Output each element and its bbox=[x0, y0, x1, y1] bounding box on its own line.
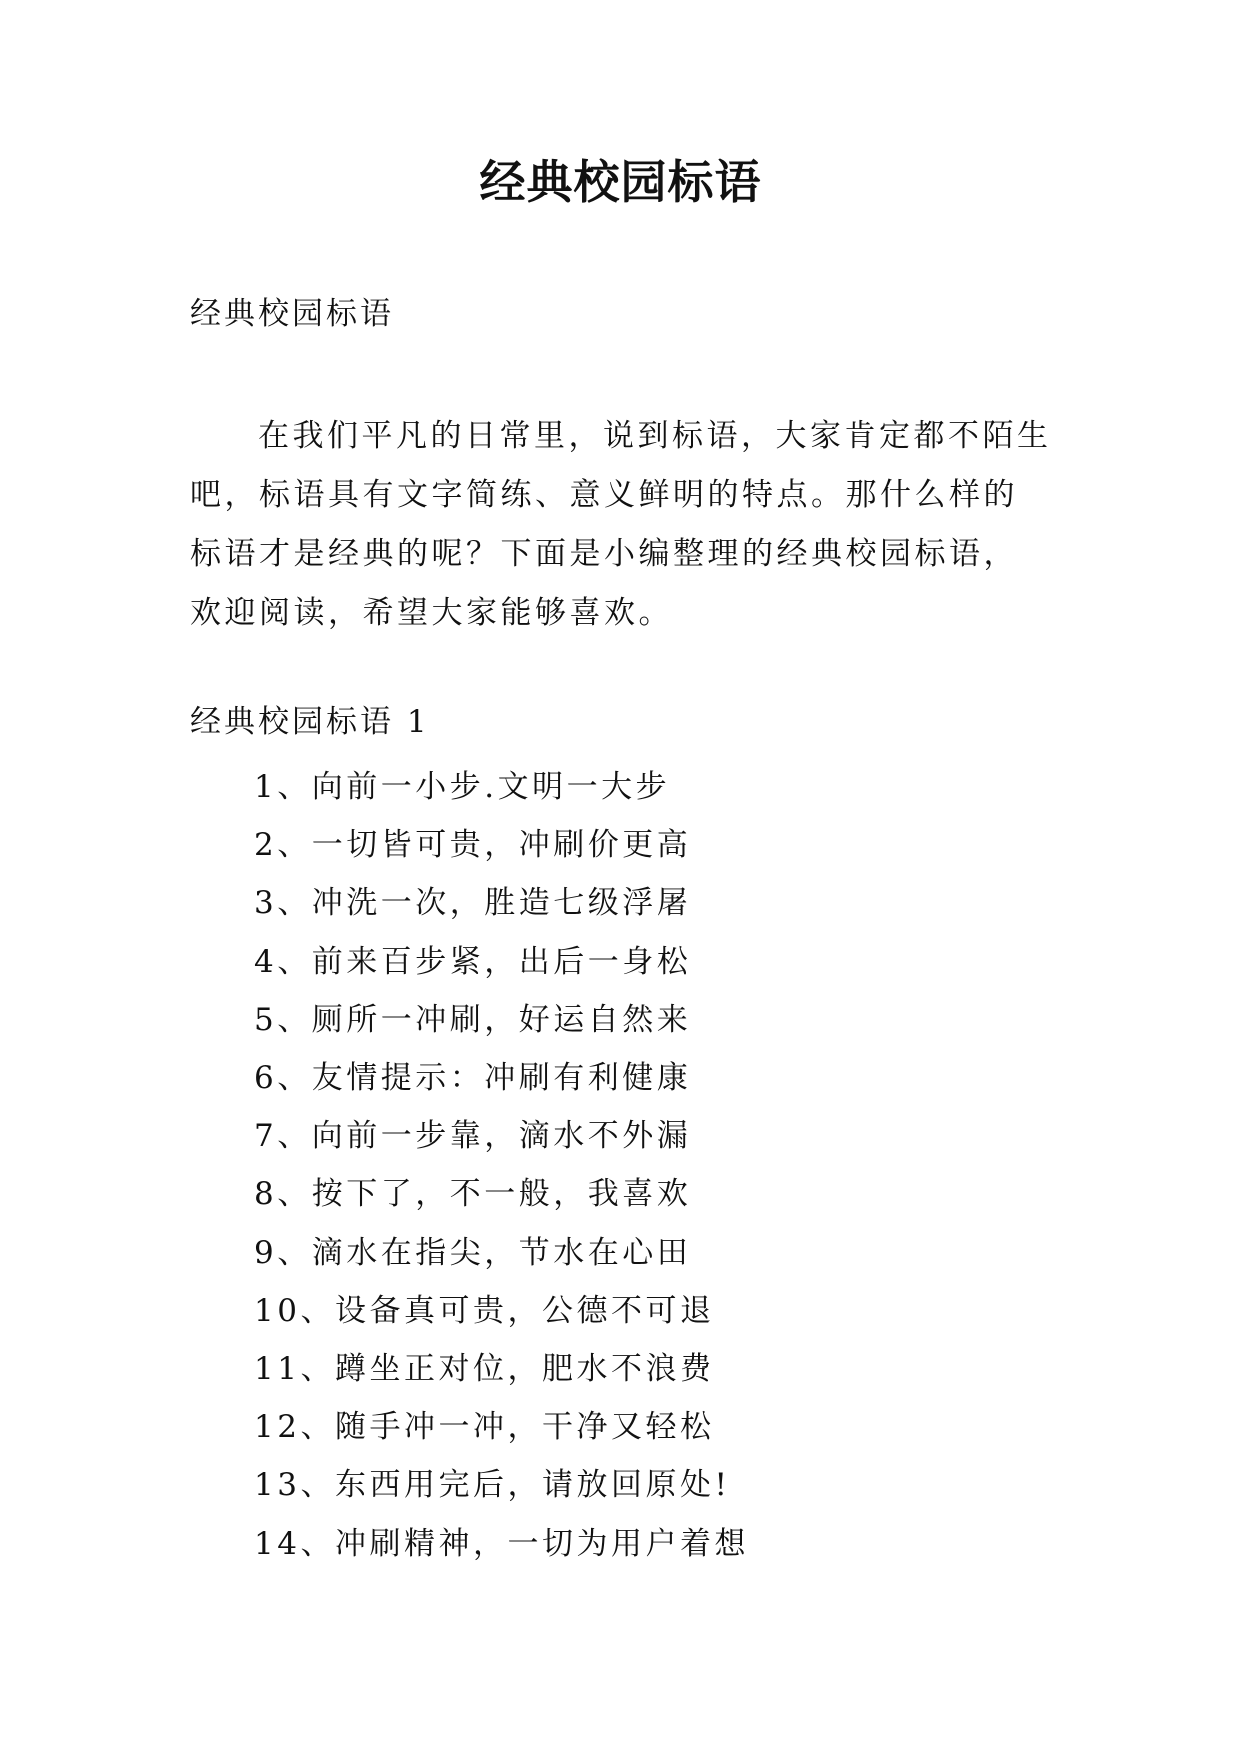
slogan-item: 7、向前一步靠，滴水不外漏 bbox=[254, 1118, 692, 1155]
slogan-list bbox=[254, 758, 749, 1573]
slogan-item: 6、友情提示：冲刷有利健康 bbox=[254, 1060, 692, 1097]
slogan-item: 1、向前一小步.文明一大步 bbox=[254, 769, 671, 805]
document-title: 经典校园标语 bbox=[479, 155, 762, 209]
slogan-item: 10、设备真可贵，公德不可退 bbox=[254, 1292, 715, 1329]
section-heading: 经典校园标语 1 bbox=[190, 704, 430, 740]
slogan-item: 14、冲刷精神，一切为用户着想 bbox=[254, 1525, 749, 1562]
slogan-item: 2、一切皆可贵，冲刷价更高 bbox=[254, 827, 692, 864]
document-subtitle: 经典校园标语 bbox=[190, 296, 394, 332]
slogan-item: 5、厕所一冲刷，好运自然来 bbox=[254, 1001, 692, 1038]
slogan-item: 8、按下了，不一般，我喜欢 bbox=[254, 1176, 692, 1213]
slogan-item: 11、蹲坐正对位，肥水不浪费 bbox=[254, 1351, 715, 1388]
slogan-item: 4、前来百步紧，出后一身松 bbox=[254, 943, 692, 980]
slogan-item: 3、冲洗一次，胜造七级浮屠 bbox=[254, 885, 692, 922]
slogan-item: 12、随手冲一冲，干净又轻松 bbox=[254, 1409, 715, 1446]
intro-paragraph: 在我们平凡的日常里，说到标语，大家肯定都不陌生吧，标语具有文字简练、意义鲜明的特点。那什么样的标语才是经典的呢？下面是小编整理的经典校园标语，欢迎阅读，希望大家能够喜欢。 bbox=[190, 418, 1052, 631]
slogan-item: 13、东西用完后，请放回原处! bbox=[254, 1467, 731, 1504]
slogan-item: 9、滴水在指尖，节水在心田 bbox=[254, 1234, 692, 1271]
